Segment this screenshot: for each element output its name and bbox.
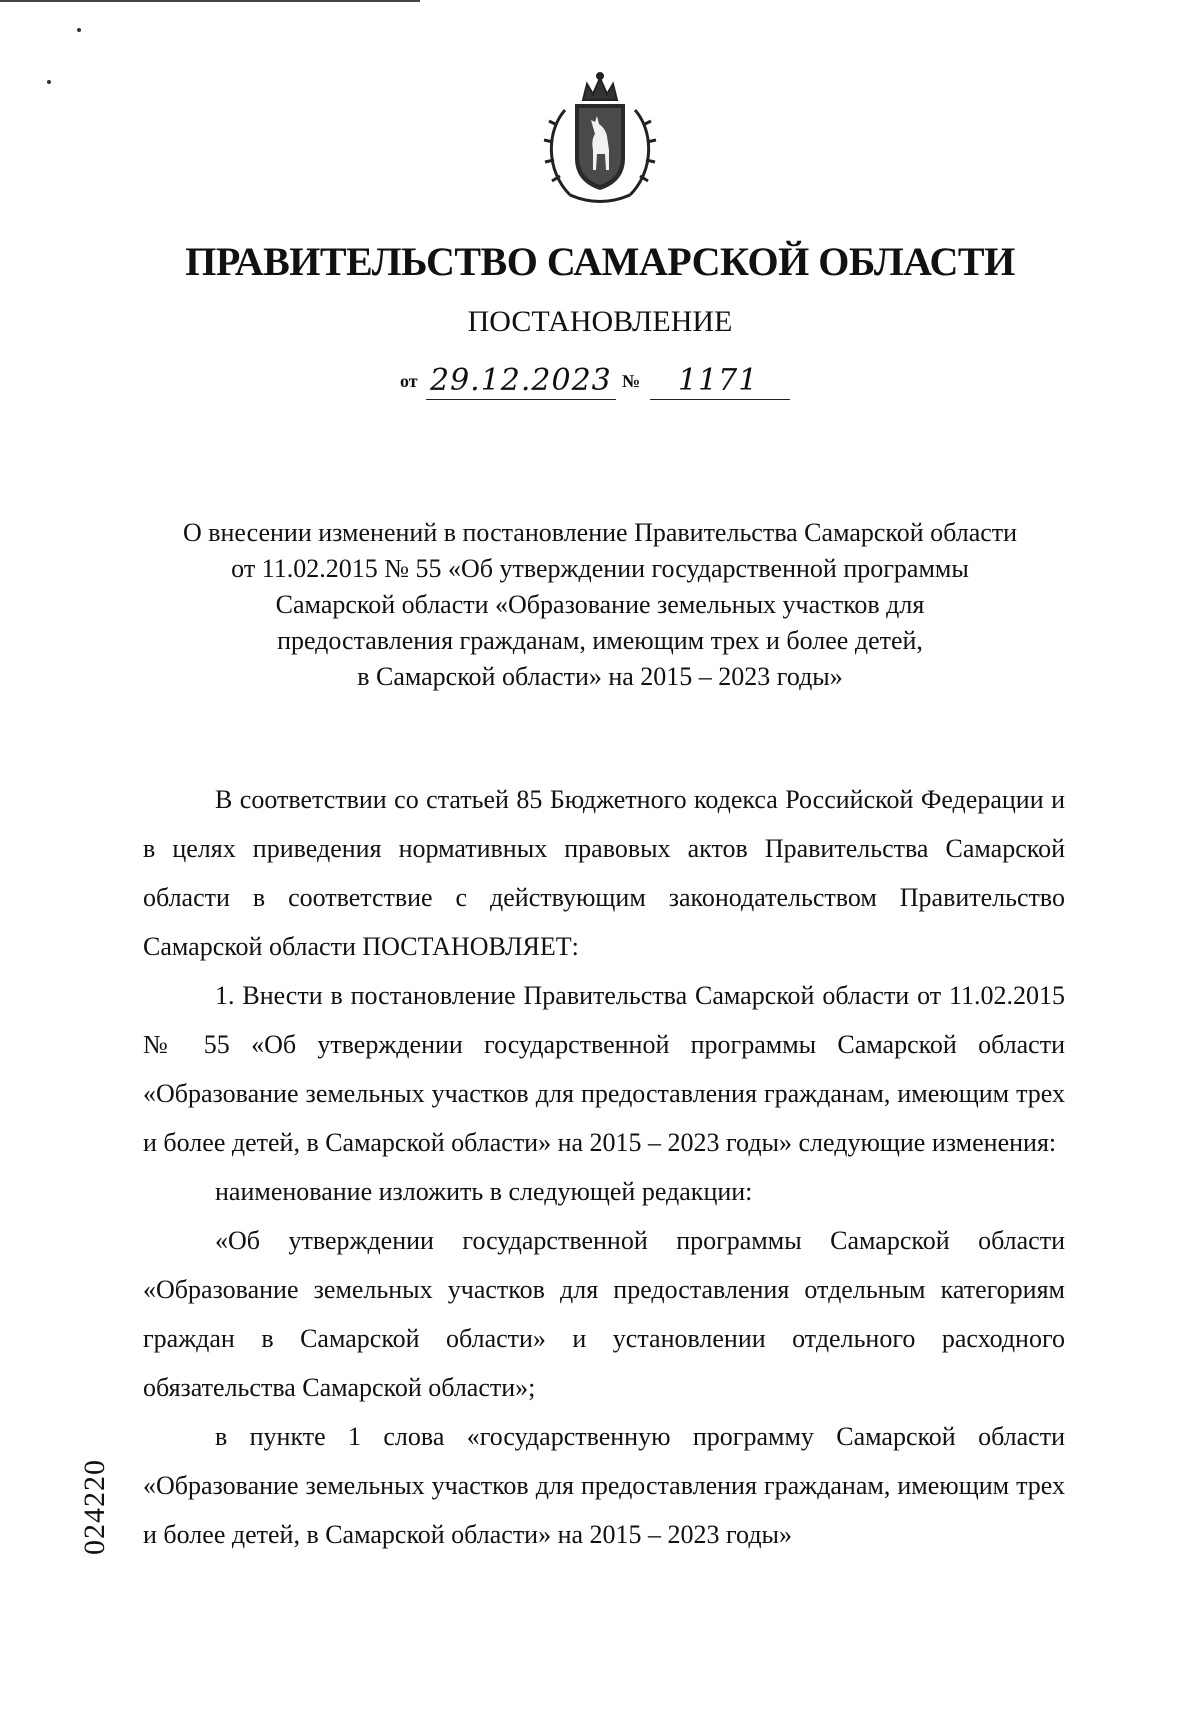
samara-coat-of-arms-icon: [535, 70, 665, 210]
document-type: ПОСТАНОВЛЕНИЕ: [467, 305, 733, 338]
date-underline: [426, 399, 616, 400]
serial-stamp: 024220: [78, 1459, 111, 1555]
subject-line: в Самарской области» на 2015 – 2023 годы»: [357, 662, 843, 691]
body-paragraph: «Об утверждении государственной программы Самарской области «Образование земельных участков для предоставления отдельным категориям граждан в Самарской области» и установлении отдельного расходного обязательства Самарской области»;: [143, 1226, 1065, 1402]
body-paragraph: 1. Внести в постановление Правительства Самарской области от 11.02.2015 № 55 «Об утверждении государственной программы Самарской области «Образование земельных участков для предоставления гражданам, имеющим трех и более детей, в Самарской области» на 2015 – 2023 годы» следующие изменения:: [143, 981, 1065, 1157]
subject-line: от 11.02.2015 № 55 «Об утверждении государственной программы: [231, 554, 969, 583]
body-paragraph: В соответствии со статьей 85 Бюджетного кодекса Российской Федерации и в целях приведения нормативных правовых актов Правительства Самарской области в соответствие с действующим законодательством Правительство Самарской области ПОСТАНОВЛЯЕТ:: [143, 785, 1065, 961]
subject-line: предоставления гражданам, имеющим трех и более детей,: [277, 626, 923, 655]
scan-speck: [77, 28, 81, 32]
date-value: 29.12.2023: [430, 363, 612, 398]
document-body: [143, 775, 1065, 1559]
subject-line: Самарской области «Образование земельных участков для: [275, 590, 925, 619]
scan-speck: [47, 80, 51, 84]
date-number-line: [400, 360, 800, 400]
top-border-line: [0, 0, 420, 2]
number-prefix: №: [622, 371, 641, 391]
number-value: 1171: [678, 363, 759, 398]
number-underline: [650, 399, 790, 400]
body-paragraph: в пункте 1 слова «государственную программу Самарской области «Образование земельных участков для предоставления гражданам, имеющим трех и более детей, в Самарской области» на 2015 – 2023 годы»: [143, 1422, 1065, 1549]
body-paragraph: наименование изложить в следующей редакции:: [215, 1177, 753, 1206]
date-prefix: от: [400, 371, 418, 391]
subject-line: О внесении изменений в постановление Правительства Самарской области: [182, 518, 1018, 547]
document-subject: [140, 515, 1060, 695]
government-title: ПРАВИТЕЛЬСТВО САМАРСКОЙ ОБЛАСТИ: [185, 239, 1015, 284]
